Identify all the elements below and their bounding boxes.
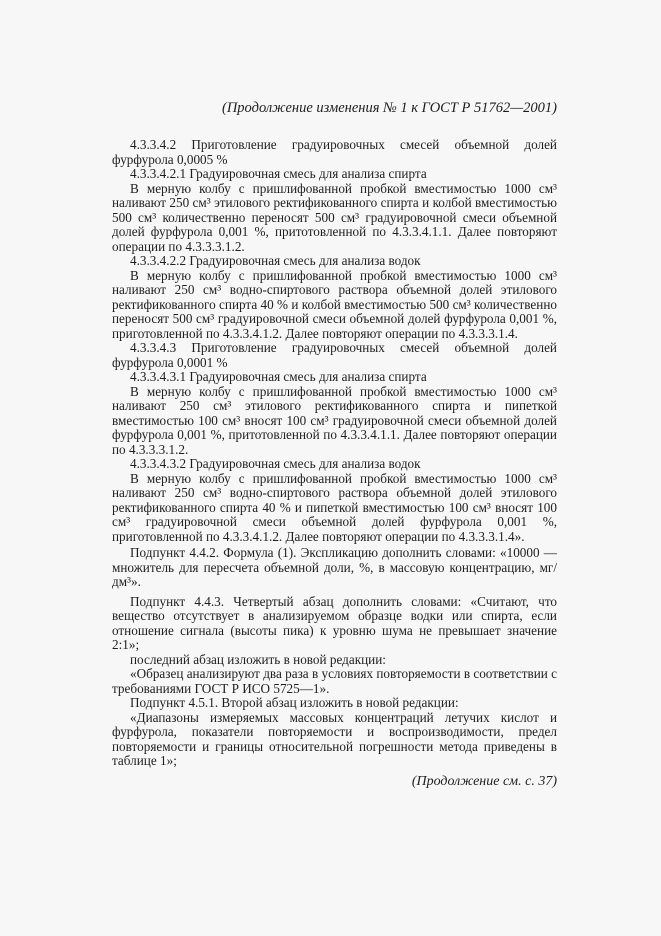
paragraph: В мерную колбу с пришлифованной пробкой вместимостью 1000 см³ наливают 250 см³ этилового ректификованного спирта и колбой вместимостью 500 см³ количественно переносят 500 см³ градуировочной смеси объемной долей фурфурола 0,001 %, притотовленной по 4.3.3.4.1.1. Далее повторяют операции по 4.3.3.3.1.2. [112, 180, 557, 254]
page-header: (Продолжение изменения № 1 к ГОСТ Р 51762—2001) [222, 100, 557, 116]
paragraph: Подпункт 4.4.3. Четвертый абзац дополнить словами: «Считают, что вещество отсутствует в анализируемом образце водки или спирта, если отношение сигнала (высоты пика) к уровню шума не превышает значение 2:1»; [112, 593, 557, 652]
paragraph: В мерную колбу с пришлифованной пробкой вместимостью 1000 см³ наливают 250 см³ водно-спиртового раствора объемной долей этилового ректификованного спирта 40 % и пипеткой вместимостью 100 см³ вносят 100 см³ градуировочной смеси объемной долей фурфурола 0,001 %, приготовленной по 4.3.3.4.1.2. Далее повторяют операции по 4.3.3.3.1.4». [112, 470, 557, 544]
paragraph: Подпункт 4.5.1. Второй абзац изложить в новой редакции: [130, 695, 459, 710]
paragraph: 4.3.3.4.2 Приготовление градуировочных смесей объемной долей фурфурола 0,0005 % [112, 137, 557, 167]
paragraph: В мерную колбу с пришлифованной пробкой вместимостью 1000 см³ наливают 250 см³ водно-спиртового раствора объемной долей этилового ректификованного спирта 40 % и колбой вместимостью 500 см³ количественно переносят 500 см³ градуировочной смеси объемной долей фурфурола 0,001 %, приготовленной по 4.3.3.4.1.2. Далее повторяют операции по 4.3.3.3.1.4. [112, 267, 557, 341]
paragraph: В мерную колбу с пришлифованной пробкой вместимостью 1000 см³ наливают 250 см³ этилового ректификованного спирта и пипеткой вместимостью 100 см³ вносят 100 см³ градуировочной смеси объемной долей фурфурола 0,001 %, притотовленной по 4.3.3.4.1.1. Далее повторяют операции по 4.3.3.3.1.2. [112, 383, 557, 457]
page-footer: (Продолжение см. с. 37) [411, 773, 557, 789]
paragraph: 4.3.3.4.3 Приготовление градуировочных смесей объемной долей фурфурола 0,0001 % [112, 340, 557, 370]
paragraph: 4.3.3.4.3.1 Градуировочная смесь для анализа спирта [130, 369, 427, 384]
paragraph: 4.3.3.4.2.2 Градуировочная смесь для анализа водок [130, 253, 421, 268]
paragraph: 4.3.3.4.3.2 Градуировочная смесь для анализа водок [130, 456, 421, 471]
paragraph: 4.3.3.4.2.1 Градуировочная смесь для анализа спирта [130, 166, 427, 181]
paragraph: Подпункт 4.4.2. Формула (1). Экспликацию дополнить словами: «10000 — множитель для пересчета объемной доли, %, в массовую концентрацию, мг/дм³». [112, 545, 557, 589]
document-body [112, 138, 557, 769]
paragraph: «Диапазоны измеряемых массовых концентраций летучих кислот и фурфурола, показатели повторяемости и воспроизводимости, предел повторяемости и границы относительной погрешности метода приведены в таблице 1»; [112, 709, 557, 768]
paragraph: «Образец анализируют два раза в условиях повторяемости в соответствии с требованиями ГОСТ Р ИСО 5725—1». [112, 666, 558, 696]
paragraph: последний абзац изложить в новой редакции: [130, 651, 386, 667]
